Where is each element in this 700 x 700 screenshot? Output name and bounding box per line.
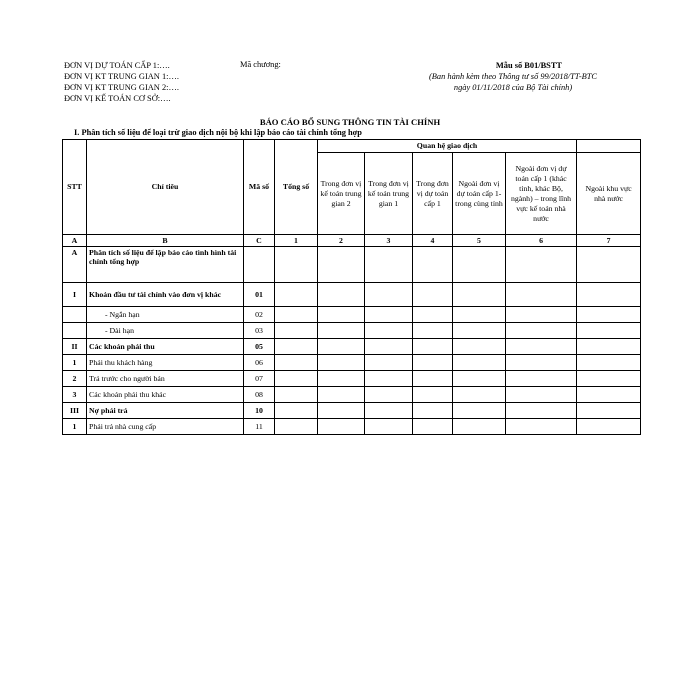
base-accounting-unit: ĐƠN VỊ KẾ TOÁN CƠ SỞ:….: [64, 94, 171, 103]
row-stt: A: [63, 247, 87, 283]
index-cell: C: [244, 235, 275, 247]
header-col-4: Trong đơn vị dự toán cấp 1: [413, 153, 453, 235]
row-code: 11: [244, 419, 275, 435]
row-label: - Dài hạn: [87, 323, 244, 339]
row-code: 07: [244, 371, 275, 387]
intermediate-unit-1: ĐƠN VỊ KT TRUNG GIAN 1:….: [64, 72, 179, 81]
report-table: [62, 139, 641, 435]
header-group: Quan hệ giao dịch: [318, 140, 577, 153]
header-col-3: Trong đơn vị kế toán trung gian 1: [365, 153, 413, 235]
row-label: Khoản đầu tư tài chính vào đơn vị khác: [87, 283, 244, 307]
section-heading: I. Phân tích số liệu để loại trừ giao dịch nội bộ khi lập báo cáo tài chính tổng hợp: [74, 128, 362, 137]
table-row: [63, 283, 641, 307]
row-stt: [63, 323, 87, 339]
issued-by-line-2: ngày 01/11/2018 của Bộ Tài chính): [453, 83, 573, 92]
header-col-6: Ngoài đơn vị dự toán cấp 1 (khác tỉnh, khác Bộ, ngành) – trong lĩnh vực kế toán nhà nước: [506, 153, 577, 235]
header-stt: STT: [63, 140, 87, 235]
row-label: Các khoản phải thu: [87, 339, 244, 355]
row-stt: II: [63, 339, 87, 355]
row-label: Nợ phải trả: [87, 403, 244, 419]
row-stt: [63, 307, 87, 323]
row-code: 08: [244, 387, 275, 403]
form-number: Mẫu số B01/BSTT: [495, 61, 562, 70]
index-cell: B: [87, 235, 244, 247]
chapter-label: Mã chương:: [240, 60, 281, 69]
row-stt: I: [63, 283, 87, 307]
header-col-2: Trong đơn vị kế toán trung gian 2: [318, 153, 365, 235]
header-col-7: Ngoài khu vực nhà nước: [577, 153, 641, 235]
row-code: 02: [244, 307, 275, 323]
row-code: 10: [244, 403, 275, 419]
intermediate-unit-2: ĐƠN VỊ KT TRUNG GIAN 2:….: [64, 83, 179, 92]
issued-by-line-1: (Ban hành kèm theo Thông tư số 99/2018/TT-BTC: [429, 72, 597, 81]
index-cell: 4: [413, 235, 453, 247]
header-blank: [577, 140, 641, 153]
table-row: [63, 323, 641, 339]
row-code: 05: [244, 339, 275, 355]
unit-level-1: ĐƠN VỊ DỰ TOÁN CẤP 1:….: [64, 61, 170, 70]
header-col-5: Ngoài đơn vị dự toán cấp 1-trong cùng tỉnh: [453, 153, 506, 235]
table-row: [63, 403, 641, 419]
header-left: [64, 60, 179, 104]
table-body: [63, 247, 641, 435]
row-code: 06: [244, 355, 275, 371]
row-label: Trả trước cho người bán: [87, 371, 244, 387]
row-stt: 2: [63, 371, 87, 387]
row-stt: 3: [63, 387, 87, 403]
row-label: Phải thu khách hàng: [87, 355, 244, 371]
row-label: Các khoản phải thu khác: [87, 387, 244, 403]
header-tong-so: Tổng số: [275, 140, 318, 235]
header-right: [408, 60, 618, 93]
index-cell: 5: [453, 235, 506, 247]
table-row: [63, 339, 641, 355]
header-ma-so: Mã số: [244, 140, 275, 235]
index-cell: A: [63, 235, 87, 247]
index-cell: 1: [275, 235, 318, 247]
table-row: [63, 371, 641, 387]
index-cell: 3: [365, 235, 413, 247]
row-stt: 1: [63, 419, 87, 435]
table-row: [63, 419, 641, 435]
table-row: [63, 307, 641, 323]
row-label: Phân tích số liệu để lập báo cáo tình hình tài chính tổng hợp: [87, 247, 244, 283]
row-stt: 1: [63, 355, 87, 371]
table-row: [63, 387, 641, 403]
index-cell: 2: [318, 235, 365, 247]
header-chi-tieu: Chỉ tiêu: [87, 140, 244, 235]
row-code: [244, 247, 275, 283]
row-label: - Ngắn hạn: [87, 307, 244, 323]
index-cell: 6: [506, 235, 577, 247]
row-stt: III: [63, 403, 87, 419]
table-row: [63, 247, 641, 283]
row-code: 03: [244, 323, 275, 339]
row-label: Phải trả nhà cung cấp: [87, 419, 244, 435]
report-title: BÁO CÁO BỔ SUNG THÔNG TIN TÀI CHÍNH: [259, 117, 441, 127]
index-cell: 7: [577, 235, 641, 247]
table-row: [63, 355, 641, 371]
row-code: 01: [244, 283, 275, 307]
